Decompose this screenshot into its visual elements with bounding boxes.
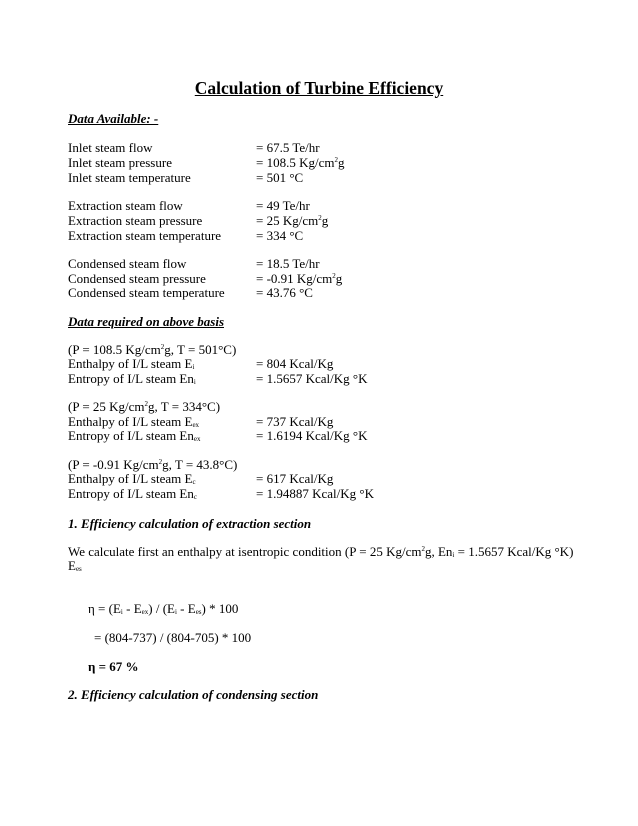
extraction-pressure-value: = 25 $Kg/cm^2g$ [256,213,329,228]
inlet-enthalpy-value: = 804 Kcal/Kg [256,356,334,371]
condensed-pressure-label: Condensed steam pressure [68,271,206,286]
condensed-condition: (P = -0.91 $Kg/cm^2g$, T = 43.8°C) [68,457,238,472]
extraction-temperature-label: Extraction steam temperature [68,228,222,243]
extraction-condition: (P = 25 $Kg/cm^2g$, T = 334°C) [68,399,221,414]
inlet-temperature-value: = 501 °C [256,170,304,185]
inlet-condition: (P = 108.5 $Kg/cm^2g$, T = 501°C) [68,342,237,357]
extraction-flow-label: Extraction steam flow [68,198,183,213]
extraction-pressure-label: Extraction steam pressure [68,213,203,228]
extraction-flow-value: = 49 Te/hr [256,198,310,213]
condensed-pressure-value: = -0.91 $Kg/cm^2g$ [256,271,343,286]
condensed-enthalpy-label: Enthalpy of I/L steam $E_c$ [68,471,196,486]
condensed-temperature-value: = 43.76 °C [256,285,313,300]
inlet-pressure-label: Inlet steam pressure [68,155,172,170]
extraction-temperature-value: = 334 °C [256,228,304,243]
condensed-enthalpy-value: = 617 Kcal/Kg [256,471,334,486]
efficiency-formula: $\eta = (E_i - E_{ex}) / (E_i - E_{es}) * 100$ [88,601,239,616]
page-title: Calculation of Turbine Efficiency [194,78,444,98]
inlet-entropy-label: Entropy of I/L steam $En_i$ [68,371,196,386]
isentropic-enthalpy-symbol: $E_{es}$ [68,558,82,573]
condensed-entropy-value: = 1.94887 Kcal/Kg °K [256,486,374,501]
extraction-enthalpy-value: = 737 Kcal/Kg [256,414,334,429]
condensed-temperature-label: Condensed steam temperature [68,285,225,300]
extraction-entropy-label: Entropy of I/L steam $En_{ex}$ [68,428,201,443]
extraction-entropy-value: = 1.6194 Kcal/Kg °K [256,428,368,443]
inlet-temperature-label: Inlet steam temperature [68,170,191,185]
section-2-heading: 2. Efficiency calculation of condensing section [68,687,319,702]
extraction-enthalpy-label: Enthalpy of I/L steam $E_{ex}$ [68,414,200,429]
data-available-heading: Data Available: - [68,111,159,126]
inlet-entropy-value: = 1.5657 Kcal/Kg °K [256,371,368,386]
inlet-enthalpy-label: Enthalpy of I/L steam $E_i$ [68,356,195,371]
inlet-flow-label: Inlet steam flow [68,140,153,155]
efficiency-substitution: = (804-737) / (804-705) * 100 [94,630,252,645]
condensed-entropy-label: Entropy of I/L steam $En_c$ [68,486,197,501]
data-required-heading: Data required on above basis [68,314,224,329]
inlet-pressure-value: = 108.5 $Kg/cm^2g$ [256,155,345,170]
condensed-flow-value: = 18.5 Te/hr [256,256,320,271]
condensed-flow-label: Condensed steam flow [68,256,187,271]
efficiency-result: η = 67 % [88,659,139,674]
section-1-heading: 1. Efficiency calculation of extraction section [68,516,312,531]
section-1-intro: We calculate first an enthalpy at isentropic condition (P = 25 $Kg/cm^2g$, $En_i = 1.5657$ Kcal/Kg °K) [68,544,574,559]
inlet-flow-value: = 67.5 Te/hr [256,140,320,155]
